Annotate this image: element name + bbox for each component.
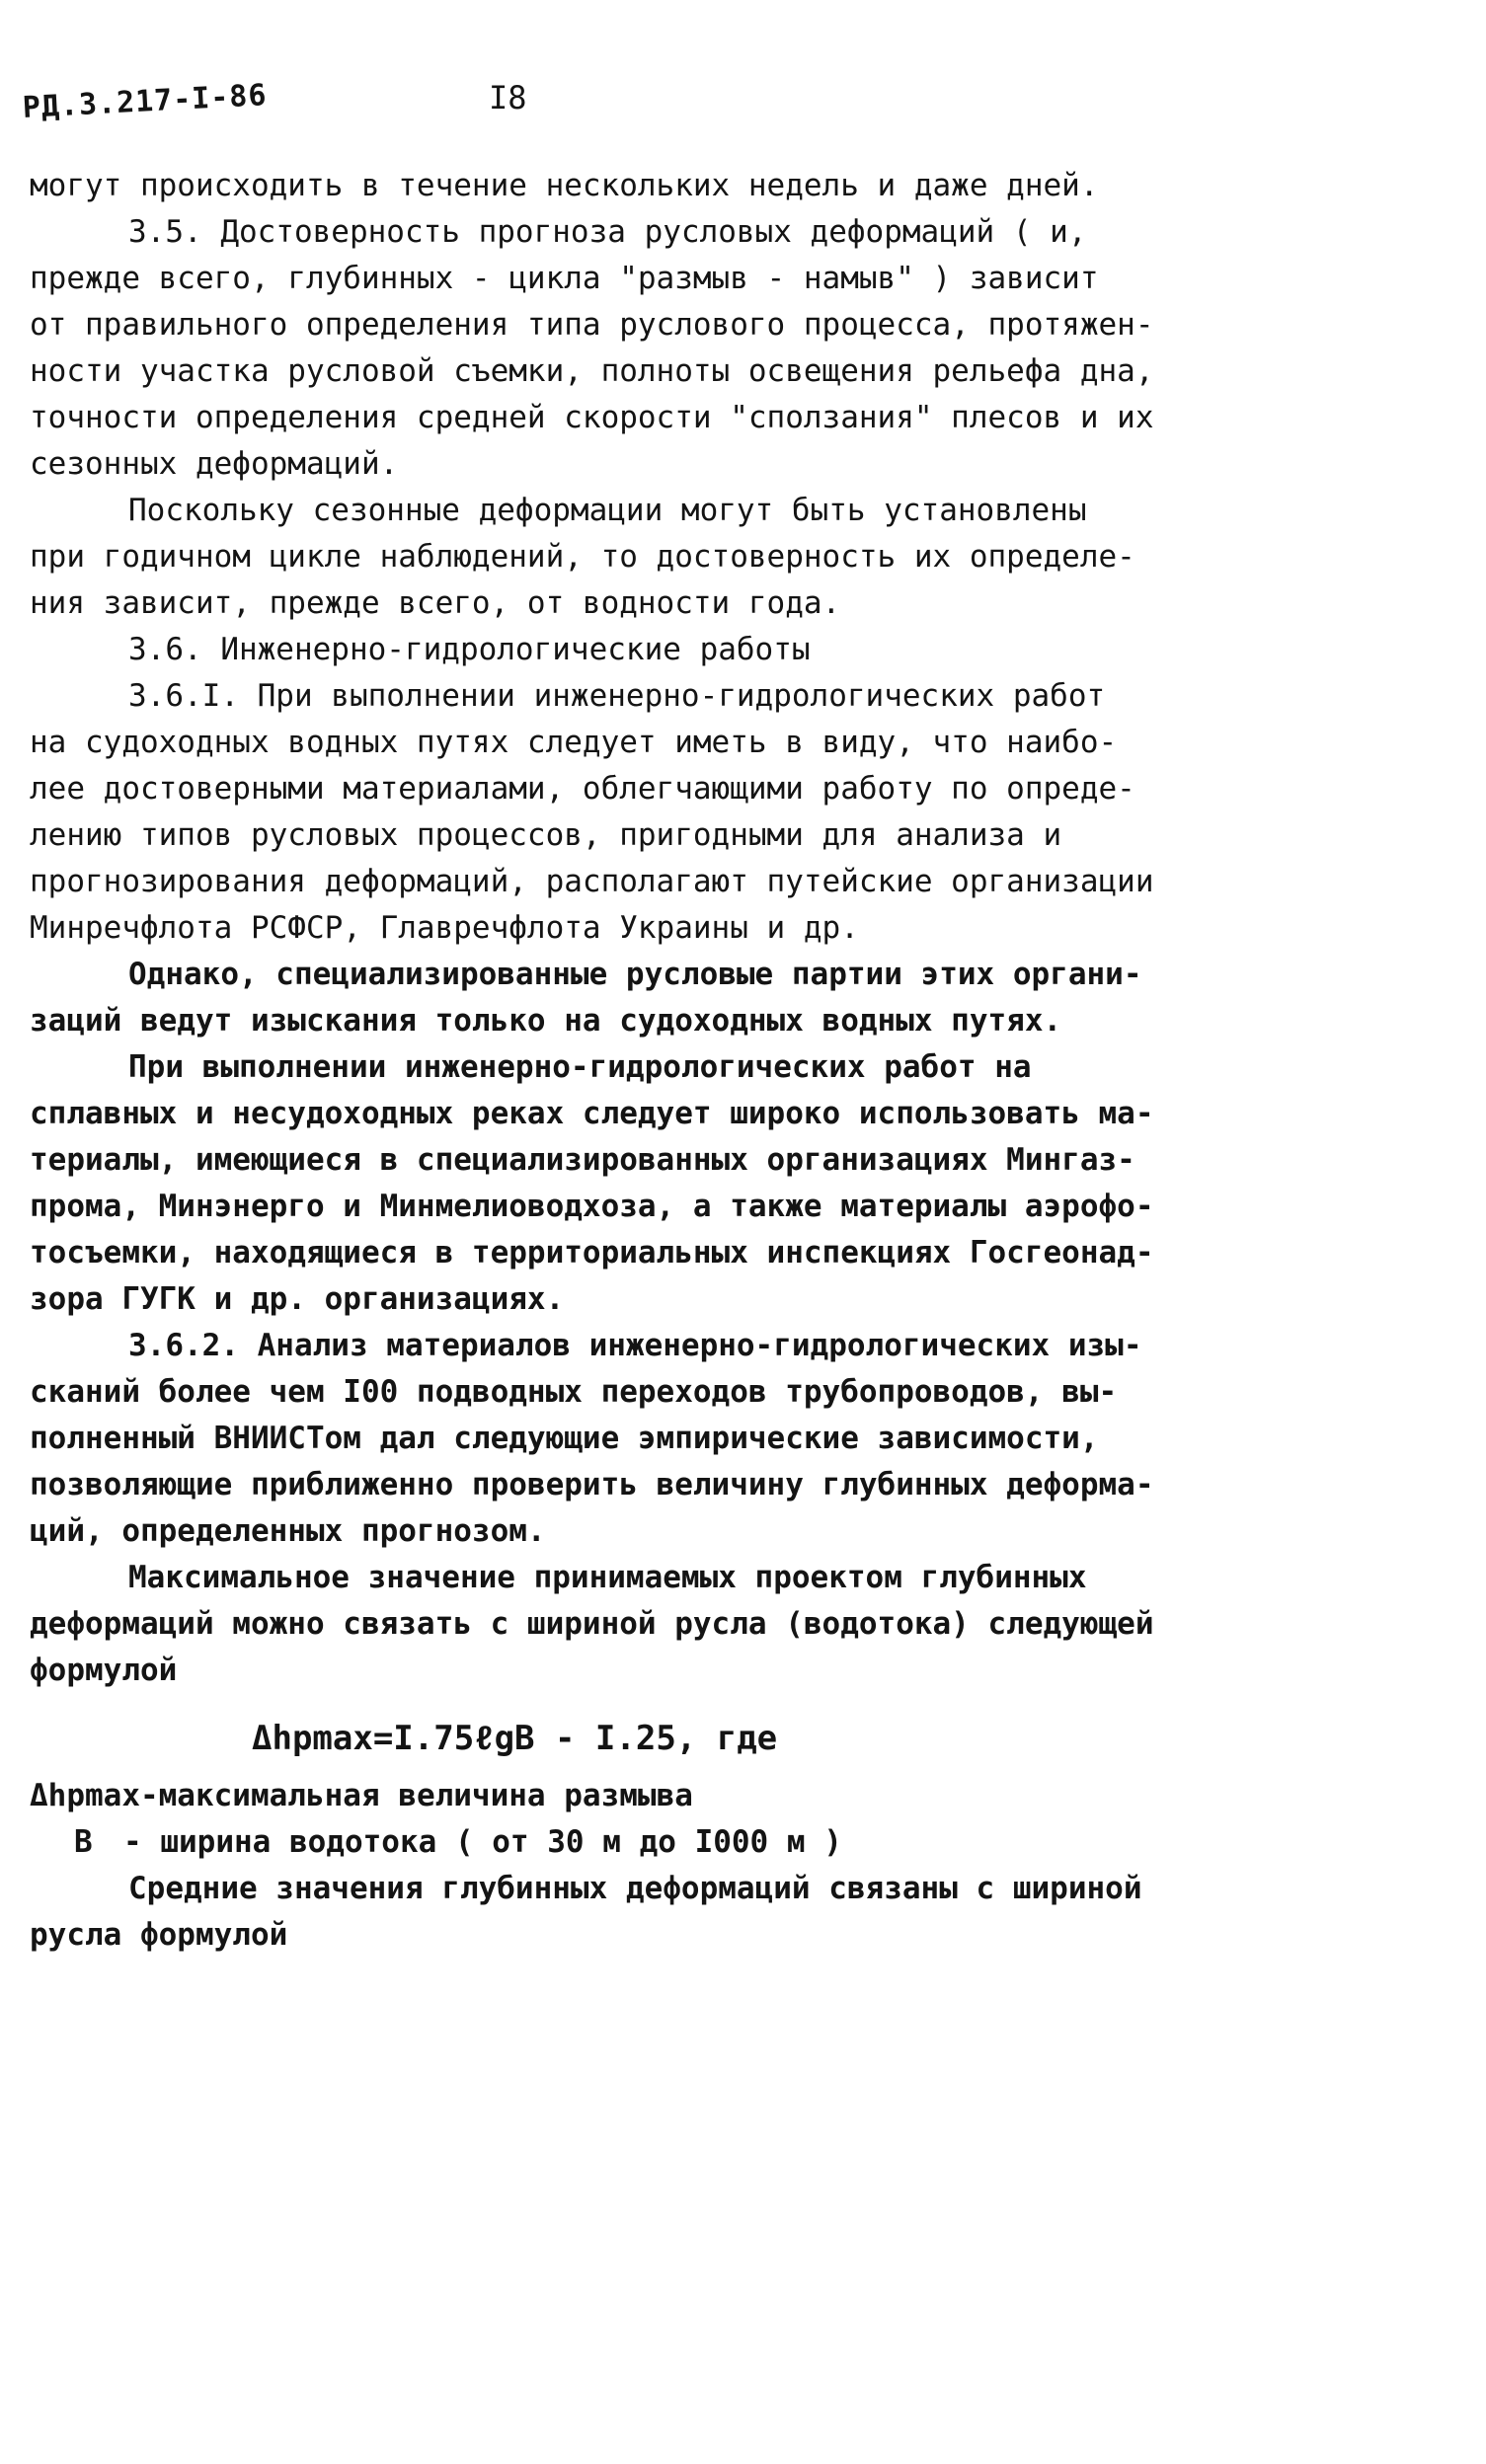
text-line: прома, Минэнерго и Минмелиоводхоза, а также материалы аэрофо- xyxy=(30,1189,1154,1224)
text-line: Минречфлота РСФСР, Главречфлота Украины и др. xyxy=(30,910,859,946)
definition-text: -максимальная величина размыва xyxy=(139,1778,693,1813)
document-body xyxy=(30,163,1175,1959)
text-line: заций ведут изыскания только на судоходных водных путях. xyxy=(30,1003,1062,1039)
text-line: ности участка русловой съемки, полноты освещения рельефа дна, xyxy=(30,353,1154,389)
text-line: зора ГУГК и др. организациях. xyxy=(30,1281,565,1317)
definition-max-scour xyxy=(30,1773,1175,1819)
text-line: деформаций можно связать с шириной русла (водотока) следующей xyxy=(30,1606,1154,1642)
text-line: могут происходить в течение нескольких недель и даже дней. xyxy=(30,168,1099,203)
definition-symbol: B xyxy=(74,1824,93,1860)
text-line: прогнозирования деформаций, располагают путейские организации xyxy=(30,864,1154,899)
text-line: лению типов русловых процессов, пригодными для анализа и xyxy=(30,817,1062,853)
scour-formula: Δhpmax=I.75ℓgB - I.25, где xyxy=(252,1719,778,1758)
text-line: полненный ВНИИСТом дал следующие эмпирические зависимости, xyxy=(30,1421,1099,1456)
text-line: ния зависит, прежде всего, от водности года. xyxy=(30,585,841,621)
text-line: При выполнении инженерно-гидрологических работ на xyxy=(128,1049,1032,1085)
definition-symbol: Δhpmax xyxy=(30,1778,140,1813)
text-line: ций, определенных прогнозом. xyxy=(30,1513,546,1549)
definition-text: - ширина водотока ( от 30 м до I000 м ) xyxy=(123,1824,842,1860)
definition-width xyxy=(30,1819,1175,1866)
text-line: Максимальное значение принимаемых проектом глубинных xyxy=(128,1560,1087,1595)
page-number: I8 xyxy=(489,79,527,116)
text-line: 3.5. Достоверность прогноза русловых деформаций ( и, xyxy=(128,214,1087,250)
text-line: сканий более чем I00 подводных переходов трубопроводов, вы- xyxy=(30,1374,1118,1410)
text-line: Средние значения глубинных деформаций связаны с шириной xyxy=(128,1871,1142,1906)
text-line: от правильного определения типа руслового процесса, протяжен- xyxy=(30,307,1154,343)
text-line: прежде всего, глубинных - цикла "размыв - намыв" ) зависит xyxy=(30,261,1099,296)
text-line: лее достоверными материалами, облегчающими работу по опреде- xyxy=(30,771,1135,807)
document-code: РД.3.217-I-86 xyxy=(22,78,269,125)
text-line: Поскольку сезонные деформации могут быть установлены xyxy=(128,493,1087,528)
text-line: сезонных деформаций. xyxy=(30,446,399,482)
text-line: тосъемки, находящиеся в территориальных инспекциях Госгеонад- xyxy=(30,1235,1154,1270)
text-line: позволяющие приближенно проверить величину глубинных деформа- xyxy=(30,1467,1154,1502)
text-line: точности определения средней скорости "сползания" плесов и их xyxy=(30,400,1154,435)
text-line: 3.6.I. При выполнении инженерно-гидрологических работ xyxy=(128,678,1106,714)
text-line: 3.6.2. Анализ материалов инженерно-гидрологических изы- xyxy=(128,1328,1142,1363)
text-line: Однако, специализированные русловые партии этих органи- xyxy=(128,957,1142,992)
text-line: териалы, имеющиеся в специализированных организациях Мингаз- xyxy=(30,1142,1135,1178)
text-line: на судоходных водных путях следует иметь в виду, что наибо- xyxy=(30,725,1118,760)
text-line: сплавных и несудоходных реках следует широко использовать ма- xyxy=(30,1096,1154,1131)
text-line: русла формулой xyxy=(30,1917,288,1953)
section-heading: 3.6. Инженерно-гидрологические работы xyxy=(128,632,811,667)
text-line: формулой xyxy=(30,1653,178,1688)
text-line: при годичном цикле наблюдений, то достоверность их определе- xyxy=(30,539,1135,575)
